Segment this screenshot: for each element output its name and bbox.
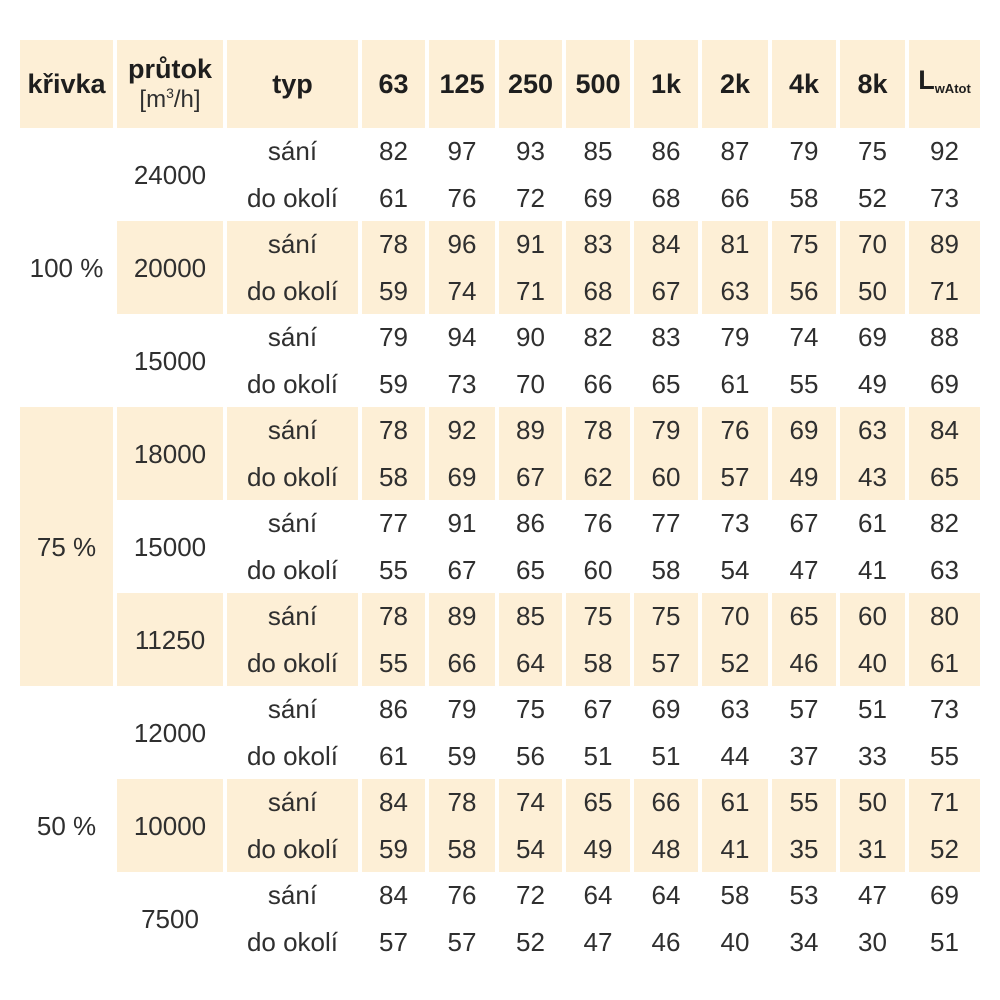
value-cell: 34 — [789, 926, 819, 957]
value-cell: 60 — [840, 593, 905, 640]
typ-cell: do okolí — [246, 926, 339, 957]
typ-cell: do okolí — [246, 554, 339, 585]
header-prutok-unit — [117, 85, 223, 115]
header-total — [909, 40, 980, 128]
value-cell: 44 — [720, 740, 750, 771]
table-row — [20, 872, 980, 919]
typ-cell: sání — [267, 508, 318, 539]
value-cell: 49 — [566, 826, 630, 873]
value-cell: 82 — [379, 136, 408, 167]
value-cell: 96 — [429, 221, 495, 268]
value-cell: 82 — [930, 508, 959, 539]
unit-exponent: 3 — [166, 85, 174, 101]
table-row — [20, 221, 980, 268]
value-cell: 63 — [930, 554, 959, 585]
value-cell: 31 — [840, 826, 905, 873]
prutok-cell: 15000 — [133, 345, 207, 376]
value-cell: 53 — [789, 880, 819, 911]
header-typ: typ — [227, 40, 358, 128]
value-cell: 84 — [634, 221, 698, 268]
noise-level-table — [16, 40, 984, 965]
value-cell: 86 — [379, 694, 408, 725]
krivka-cell: 75 % — [20, 407, 113, 686]
typ-cell: sání — [227, 407, 358, 454]
value-cell: 47 — [858, 880, 887, 911]
value-cell: 75 — [858, 136, 887, 167]
value-cell: 79 — [720, 322, 750, 353]
header-row — [20, 40, 980, 128]
value-cell: 66 — [634, 779, 698, 826]
value-cell: 40 — [840, 640, 905, 687]
value-cell: 54 — [720, 554, 750, 585]
value-cell: 68 — [566, 268, 630, 315]
value-cell: 61 — [379, 182, 408, 213]
value-cell: 71 — [909, 268, 980, 315]
table-row — [20, 593, 980, 640]
value-cell: 50 — [840, 268, 905, 315]
value-cell: 73 — [930, 694, 959, 725]
value-cell: 69 — [858, 322, 887, 353]
value-cell: 78 — [362, 593, 425, 640]
typ-cell: sání — [267, 880, 318, 911]
value-cell: 89 — [499, 407, 562, 454]
value-cell: 88 — [930, 322, 959, 353]
value-cell: 63 — [840, 407, 905, 454]
prutok-cell: 7500 — [141, 903, 199, 934]
value-cell: 73 — [447, 368, 477, 399]
value-cell: 60 — [634, 454, 698, 501]
value-cell: 58 — [720, 880, 750, 911]
table-row — [20, 128, 980, 175]
value-cell: 57 — [789, 694, 819, 725]
value-cell: 50 — [840, 779, 905, 826]
value-cell: 79 — [789, 136, 819, 167]
value-cell: 90 — [516, 322, 545, 353]
value-cell: 67 — [447, 554, 477, 585]
header-band-2k: 2k — [702, 40, 768, 128]
value-cell: 65 — [909, 454, 980, 501]
value-cell: 78 — [429, 779, 495, 826]
value-cell: 72 — [516, 880, 545, 911]
value-cell: 47 — [583, 926, 613, 957]
value-cell: 46 — [772, 640, 836, 687]
value-cell: 56 — [516, 740, 545, 771]
value-cell: 93 — [516, 136, 545, 167]
krivka-cell: 50 % — [36, 810, 97, 841]
value-cell: 65 — [516, 554, 545, 585]
value-cell: 76 — [583, 508, 613, 539]
value-cell: 51 — [930, 926, 959, 957]
value-cell: 85 — [499, 593, 562, 640]
value-cell: 75 — [516, 694, 545, 725]
value-cell: 58 — [429, 826, 495, 873]
value-cell: 59 — [362, 826, 425, 873]
value-cell: 65 — [651, 368, 681, 399]
value-cell: 55 — [789, 368, 819, 399]
value-cell: 79 — [447, 694, 477, 725]
value-cell: 41 — [858, 554, 887, 585]
typ-cell: do okolí — [227, 268, 358, 315]
value-cell: 69 — [930, 368, 959, 399]
value-cell: 79 — [379, 322, 408, 353]
value-cell: 84 — [379, 880, 408, 911]
value-cell: 71 — [499, 268, 562, 315]
value-cell: 59 — [362, 268, 425, 315]
value-cell: 78 — [566, 407, 630, 454]
value-cell: 75 — [634, 593, 698, 640]
value-cell: 58 — [566, 640, 630, 687]
value-cell: 63 — [720, 694, 750, 725]
value-cell: 64 — [651, 880, 681, 911]
typ-cell: do okolí — [246, 368, 339, 399]
table-body — [20, 128, 980, 965]
table-row — [20, 779, 980, 826]
value-cell: 41 — [702, 826, 768, 873]
value-cell: 57 — [634, 640, 698, 687]
value-cell: 30 — [858, 926, 887, 957]
prutok-cell: 18000 — [117, 407, 223, 500]
value-cell: 57 — [702, 454, 768, 501]
value-cell: 59 — [379, 368, 408, 399]
header-band-125: 125 — [429, 40, 495, 128]
value-cell: 35 — [772, 826, 836, 873]
value-cell: 69 — [651, 694, 681, 725]
header-total-sub: wAtot — [934, 80, 971, 96]
value-cell: 84 — [909, 407, 980, 454]
value-cell: 52 — [858, 182, 887, 213]
typ-cell: sání — [227, 221, 358, 268]
typ-cell: do okolí — [227, 640, 358, 687]
value-cell: 61 — [720, 368, 750, 399]
value-cell: 58 — [362, 454, 425, 501]
table-row — [20, 407, 980, 454]
value-cell: 57 — [447, 926, 477, 957]
value-cell: 75 — [566, 593, 630, 640]
typ-cell: sání — [227, 779, 358, 826]
header-prutok-label: průtok — [128, 54, 212, 84]
value-cell: 72 — [516, 182, 545, 213]
value-cell: 61 — [909, 640, 980, 687]
value-cell: 94 — [447, 322, 477, 353]
value-cell: 70 — [840, 221, 905, 268]
value-cell: 46 — [651, 926, 681, 957]
value-cell: 75 — [772, 221, 836, 268]
typ-cell: do okolí — [246, 740, 339, 771]
value-cell: 67 — [499, 454, 562, 501]
unit-suffix: /h] — [173, 86, 201, 113]
value-cell: 66 — [583, 368, 613, 399]
value-cell: 52 — [702, 640, 768, 687]
typ-cell: do okolí — [227, 826, 358, 873]
value-cell: 73 — [720, 508, 750, 539]
value-cell: 63 — [702, 268, 768, 315]
value-cell: 47 — [789, 554, 819, 585]
value-cell: 77 — [379, 508, 408, 539]
value-cell: 67 — [634, 268, 698, 315]
value-cell: 61 — [379, 740, 408, 771]
unit-prefix: [m — [139, 86, 167, 113]
value-cell: 52 — [909, 826, 980, 873]
prutok-cell: 10000 — [117, 779, 223, 872]
value-cell: 84 — [362, 779, 425, 826]
value-cell: 87 — [720, 136, 750, 167]
value-cell: 69 — [583, 182, 613, 213]
value-cell: 89 — [909, 221, 980, 268]
value-cell: 74 — [789, 322, 819, 353]
value-cell: 49 — [858, 368, 887, 399]
prutok-cell: 20000 — [117, 221, 223, 314]
value-cell: 60 — [583, 554, 613, 585]
value-cell: 37 — [789, 740, 819, 771]
value-cell: 81 — [702, 221, 768, 268]
header-band-4k: 4k — [772, 40, 836, 128]
typ-cell: do okolí — [246, 182, 339, 213]
value-cell: 97 — [447, 136, 477, 167]
value-cell: 62 — [566, 454, 630, 501]
value-cell: 79 — [634, 407, 698, 454]
prutok-cell: 15000 — [133, 531, 207, 562]
value-cell: 59 — [447, 740, 477, 771]
value-cell: 65 — [566, 779, 630, 826]
value-cell: 91 — [447, 508, 477, 539]
header-band-500: 500 — [566, 40, 630, 128]
value-cell: 43 — [840, 454, 905, 501]
value-cell: 64 — [583, 880, 613, 911]
value-cell: 52 — [516, 926, 545, 957]
table-row — [20, 500, 980, 547]
value-cell: 57 — [379, 926, 408, 957]
value-cell: 61 — [858, 508, 887, 539]
header-band-63: 63 — [362, 40, 425, 128]
value-cell: 55 — [379, 554, 408, 585]
value-cell: 54 — [499, 826, 562, 873]
typ-cell: sání — [267, 136, 318, 167]
header-band-250: 250 — [499, 40, 562, 128]
krivka-cell: 100 % — [29, 252, 104, 283]
value-cell: 61 — [702, 779, 768, 826]
value-cell: 55 — [930, 740, 959, 771]
value-cell: 82 — [583, 322, 613, 353]
value-cell: 71 — [909, 779, 980, 826]
header-band-1k: 1k — [634, 40, 698, 128]
value-cell: 55 — [362, 640, 425, 687]
value-cell: 68 — [651, 182, 681, 213]
value-cell: 83 — [566, 221, 630, 268]
table-row — [20, 314, 980, 361]
value-cell: 76 — [447, 880, 477, 911]
value-cell: 70 — [516, 368, 545, 399]
value-cell: 58 — [651, 554, 681, 585]
typ-cell: do okolí — [227, 454, 358, 501]
typ-cell: sání — [267, 322, 318, 353]
prutok-cell: 12000 — [133, 717, 207, 748]
value-cell: 86 — [516, 508, 545, 539]
value-cell: 76 — [447, 182, 477, 213]
value-cell: 65 — [772, 593, 836, 640]
value-cell: 67 — [583, 694, 613, 725]
value-cell: 85 — [583, 136, 613, 167]
value-cell: 86 — [651, 136, 681, 167]
value-cell: 70 — [702, 593, 768, 640]
value-cell: 69 — [930, 880, 959, 911]
value-cell: 33 — [858, 740, 887, 771]
value-cell: 76 — [702, 407, 768, 454]
value-cell: 80 — [909, 593, 980, 640]
value-cell: 48 — [634, 826, 698, 873]
typ-cell: sání — [267, 694, 318, 725]
value-cell: 51 — [583, 740, 613, 771]
value-cell: 66 — [720, 182, 750, 213]
typ-cell: sání — [227, 593, 358, 640]
value-cell: 51 — [651, 740, 681, 771]
value-cell: 78 — [362, 407, 425, 454]
value-cell: 78 — [362, 221, 425, 268]
prutok-cell: 11250 — [117, 593, 223, 686]
value-cell: 89 — [429, 593, 495, 640]
value-cell: 69 — [772, 407, 836, 454]
value-cell: 64 — [499, 640, 562, 687]
header-total-main: L — [918, 64, 935, 95]
value-cell: 55 — [772, 779, 836, 826]
value-cell: 92 — [930, 136, 959, 167]
header-krivka: křivka — [20, 40, 113, 128]
value-cell: 77 — [651, 508, 681, 539]
value-cell: 40 — [720, 926, 750, 957]
value-cell: 91 — [499, 221, 562, 268]
value-cell: 66 — [429, 640, 495, 687]
value-cell: 92 — [429, 407, 495, 454]
value-cell: 74 — [429, 268, 495, 315]
prutok-cell: 24000 — [133, 159, 207, 190]
value-cell: 51 — [858, 694, 887, 725]
value-cell: 49 — [772, 454, 836, 501]
header-band-8k: 8k — [840, 40, 905, 128]
value-cell: 83 — [651, 322, 681, 353]
table-row — [20, 686, 980, 733]
value-cell: 58 — [789, 182, 819, 213]
value-cell: 69 — [429, 454, 495, 501]
value-cell: 56 — [772, 268, 836, 315]
value-cell: 67 — [789, 508, 819, 539]
header-prutok — [117, 40, 223, 128]
value-cell: 74 — [499, 779, 562, 826]
value-cell: 73 — [930, 182, 959, 213]
